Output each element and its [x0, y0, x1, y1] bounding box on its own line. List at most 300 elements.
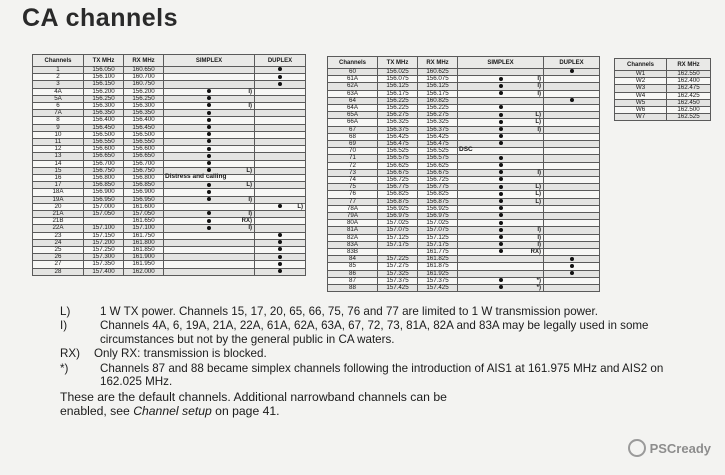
- selected-dot-icon: [207, 139, 211, 143]
- simplex-note: L): [535, 119, 541, 126]
- channel-cell: 86: [328, 270, 378, 277]
- note-key: RX): [60, 347, 80, 361]
- watermark-logo-icon: [628, 439, 646, 457]
- tx-cell: 156.950: [84, 196, 124, 203]
- table-row: [33, 81, 306, 88]
- rx-cell: 157.375: [418, 277, 458, 284]
- simplex-cell: [458, 105, 544, 112]
- note-l: [60, 305, 700, 318]
- selected-dot-icon: [278, 262, 282, 266]
- selected-dot-icon: [207, 161, 211, 165]
- note-key: I): [60, 319, 68, 333]
- rx-cell: 156.250: [124, 95, 164, 102]
- simplex-cell: [164, 232, 255, 239]
- duplex-cell: [544, 277, 600, 284]
- channel-cell: 68: [328, 133, 378, 140]
- channel-cell: 83A: [328, 241, 378, 248]
- duplex-cell: [255, 218, 306, 225]
- channel-table-middle: [327, 56, 600, 292]
- rx-cell: 161.850: [124, 247, 164, 254]
- simplex-label: Distress and calling: [165, 173, 227, 181]
- simplex-note: I): [537, 76, 541, 83]
- simplex-note: L): [246, 167, 252, 174]
- notes-section: [60, 305, 700, 418]
- duplex-cell: [255, 117, 306, 124]
- channel-cell: W6: [615, 107, 667, 114]
- channel-cell: 8: [33, 117, 84, 124]
- simplex-cell: [164, 110, 255, 117]
- channel-cell: W4: [615, 92, 667, 99]
- selected-dot-icon: [278, 67, 282, 71]
- table-row: [328, 90, 600, 97]
- simplex-note: RX): [241, 218, 252, 225]
- table-row: [33, 196, 306, 203]
- rx-cell: 160.650: [124, 67, 164, 74]
- simplex-cell: [164, 81, 255, 88]
- table-row: [33, 103, 306, 110]
- channel-cell: 81A: [328, 227, 378, 234]
- simplex-note: I): [537, 241, 541, 248]
- simplex-cell: [458, 285, 544, 292]
- duplex-cell: [544, 177, 600, 184]
- simplex-cell: [164, 196, 255, 203]
- rx-cell: 157.100: [124, 225, 164, 232]
- rx-cell: 162.450: [667, 99, 711, 106]
- rx-cell: 161.650: [124, 218, 164, 225]
- footer-pre: enabled, see: [60, 404, 134, 419]
- channel-cell: 71: [328, 155, 378, 162]
- rx-cell: 157.425: [418, 285, 458, 292]
- selected-dot-icon: [499, 91, 503, 95]
- duplex-cell: [255, 74, 306, 81]
- table-row: [328, 169, 600, 176]
- rx-cell: 161.875: [418, 263, 458, 270]
- selected-dot-icon: [207, 103, 211, 107]
- table-row: [33, 247, 306, 254]
- rx-cell: 160.625: [418, 69, 458, 76]
- tx-cell: 156.900: [84, 189, 124, 196]
- rx-cell: 157.075: [418, 227, 458, 234]
- tx-cell: 156.825: [378, 191, 418, 198]
- rx-cell: 156.325: [418, 119, 458, 126]
- channel-cell: 15: [33, 167, 84, 174]
- rx-cell: 161.600: [124, 203, 164, 210]
- selected-dot-icon: [278, 82, 282, 86]
- selected-dot-icon: [207, 168, 211, 172]
- tx-cell: 157.325: [378, 270, 418, 277]
- col-header-rx: RX MHz: [124, 55, 164, 67]
- duplex-cell: [544, 270, 600, 277]
- duplex-cell: [255, 225, 306, 232]
- note-text: Channels 4A, 6, 19A, 21A, 22A, 61A, 62A, 63A, 67, 72, 73, 81A, 82A and 83A may be legally used in some circumstances but not by the general public in CA waters.: [100, 319, 649, 346]
- simplex-cell: [458, 191, 544, 198]
- table-row: [328, 205, 600, 212]
- channel-cell: 65A: [328, 112, 378, 119]
- simplex-cell: [164, 254, 255, 261]
- rx-cell: 156.525: [418, 148, 458, 155]
- tx-cell: 157.175: [378, 241, 418, 248]
- table-row: [328, 234, 600, 241]
- table-row: [328, 126, 600, 133]
- simplex-cell: [458, 263, 544, 270]
- col-header-tx: TX MHz: [84, 55, 124, 67]
- duplex-cell: [544, 105, 600, 112]
- note-key: L): [60, 305, 71, 318]
- duplex-cell: [544, 184, 600, 191]
- duplex-cell: [255, 247, 306, 254]
- channel-cell: 20: [33, 203, 84, 210]
- table-row: [328, 148, 600, 155]
- simplex-cell: [458, 270, 544, 277]
- rx-cell: 161.925: [418, 270, 458, 277]
- table-row: [33, 153, 306, 160]
- selected-dot-icon: [499, 156, 503, 160]
- selected-dot-icon: [499, 199, 503, 203]
- duplex-cell: [255, 211, 306, 218]
- duplex-cell: [255, 146, 306, 153]
- duplex-cell: [544, 112, 600, 119]
- selected-dot-icon: [207, 226, 211, 230]
- channel-cell: 16: [33, 175, 84, 182]
- channel-cell: 73: [328, 169, 378, 176]
- selected-dot-icon: [570, 264, 574, 268]
- note-text: Only RX: transmission is blocked.: [94, 347, 267, 361]
- simplex-cell: [458, 126, 544, 133]
- table-row: [33, 189, 306, 196]
- duplex-cell: [544, 191, 600, 198]
- simplex-label: DSC: [459, 146, 473, 154]
- selected-dot-icon: [207, 147, 211, 151]
- table-row: [33, 146, 306, 153]
- rx-cell: 157.050: [124, 211, 164, 218]
- channel-cell: 24: [33, 239, 84, 246]
- channel-table-left: [32, 54, 306, 276]
- rx-cell: 162.475: [667, 85, 711, 92]
- channel-cell: 84: [328, 256, 378, 263]
- tx-cell: 156.075: [378, 76, 418, 83]
- duplex-cell: [255, 254, 306, 261]
- col-header-rx: RX MHz: [667, 59, 711, 71]
- rx-cell: 156.800: [124, 175, 164, 182]
- tx-cell: 156.175: [378, 90, 418, 97]
- table-row: [33, 211, 306, 218]
- table-row: [328, 213, 600, 220]
- rx-cell: 156.350: [124, 110, 164, 117]
- simplex-cell: [164, 203, 255, 210]
- selected-dot-icon: [499, 249, 503, 253]
- table-row: [328, 177, 600, 184]
- table-row: [328, 133, 600, 140]
- rx-cell: 157.175: [418, 241, 458, 248]
- rx-cell: 157.125: [418, 234, 458, 241]
- col-header-tx: TX MHz: [378, 57, 418, 69]
- simplex-cell: [164, 160, 255, 167]
- footer-post: on page 41.: [211, 404, 280, 419]
- rx-cell: 161.900: [124, 254, 164, 261]
- rx-cell: 156.975: [418, 213, 458, 220]
- selected-dot-icon: [499, 185, 503, 189]
- tx-cell: 156.775: [378, 184, 418, 191]
- rx-cell: 160.700: [124, 74, 164, 81]
- selected-dot-icon: [499, 134, 503, 138]
- table-row: [33, 268, 306, 275]
- simplex-note: L): [246, 182, 252, 189]
- table-row: [33, 124, 306, 131]
- duplex-cell: [255, 232, 306, 239]
- tx-cell: 156.625: [378, 162, 418, 169]
- tx-cell: 156.675: [378, 169, 418, 176]
- table-row: [33, 239, 306, 246]
- channel-cell: 4A: [33, 88, 84, 95]
- channel-cell: 72: [328, 162, 378, 169]
- table-row: [33, 261, 306, 268]
- selected-dot-icon: [499, 221, 503, 225]
- tx-cell: 157.375: [378, 277, 418, 284]
- selected-dot-icon: [207, 89, 211, 93]
- selected-dot-icon: [278, 204, 282, 208]
- tx-cell: 156.150: [84, 81, 124, 88]
- simplex-cell: [164, 131, 255, 138]
- note-key: *): [60, 361, 69, 375]
- duplex-cell: [544, 263, 600, 270]
- table-row: [328, 227, 600, 234]
- duplex-cell: [255, 239, 306, 246]
- channel-cell: 80A: [328, 220, 378, 227]
- col-header-duplex: DUPLEX: [544, 57, 600, 69]
- channel-cell: 25: [33, 247, 84, 254]
- channel-cell: 9: [33, 124, 84, 131]
- rx-cell: 156.375: [418, 126, 458, 133]
- rx-cell: 156.300: [124, 103, 164, 110]
- tx-cell: 157.075: [378, 227, 418, 234]
- table-row: [328, 191, 600, 198]
- duplex-cell: [544, 162, 600, 169]
- channel-cell: 5A: [33, 95, 84, 102]
- selected-dot-icon: [499, 77, 503, 81]
- simplex-note: I): [537, 169, 541, 176]
- duplex-cell: [255, 167, 306, 174]
- duplex-cell: [544, 97, 600, 104]
- rx-cell: 156.700: [124, 160, 164, 167]
- selected-dot-icon: [207, 125, 211, 129]
- rx-cell: 156.125: [418, 83, 458, 90]
- rx-cell: 161.825: [418, 256, 458, 263]
- simplex-cell: [164, 139, 255, 146]
- channel-cell: 63A: [328, 90, 378, 97]
- duplex-cell: [544, 155, 600, 162]
- channel-cell: 60: [328, 69, 378, 76]
- table-row: [33, 95, 306, 102]
- channel-cell: 13: [33, 153, 84, 160]
- selected-dot-icon: [499, 163, 503, 167]
- rx-cell: 161.800: [124, 239, 164, 246]
- rx-cell: 156.500: [124, 131, 164, 138]
- selected-dot-icon: [499, 170, 503, 174]
- simplex-cell: [458, 169, 544, 176]
- tx-cell: 157.425: [378, 285, 418, 292]
- simplex-cell: [164, 103, 255, 110]
- selected-dot-icon: [207, 183, 211, 187]
- channel-cell: 75: [328, 184, 378, 191]
- simplex-note: I): [537, 126, 541, 133]
- duplex-cell: [255, 175, 306, 182]
- channel-cell: 12: [33, 146, 84, 153]
- rx-cell: 157.025: [418, 220, 458, 227]
- tx-cell: 156.500: [84, 131, 124, 138]
- rx-cell: 162.525: [667, 114, 711, 121]
- channel-cell: 61A: [328, 76, 378, 83]
- rx-cell: 156.850: [124, 182, 164, 189]
- selected-dot-icon: [499, 192, 503, 196]
- selected-dot-icon: [499, 127, 503, 131]
- duplex-cell: [255, 153, 306, 160]
- channel-cell: 28: [33, 268, 84, 275]
- rx-cell: 156.275: [418, 112, 458, 119]
- tx-cell: 157.125: [378, 234, 418, 241]
- simplex-cell: [458, 234, 544, 241]
- simplex-note: L): [535, 198, 541, 205]
- duplex-cell: [255, 189, 306, 196]
- table-row: [328, 256, 600, 263]
- tx-cell: 156.350: [84, 110, 124, 117]
- duplex-cell: [255, 110, 306, 117]
- simplex-note: *): [536, 285, 541, 292]
- selected-dot-icon: [499, 206, 503, 210]
- tx-cell: 156.225: [378, 105, 418, 112]
- simplex-cell: [458, 177, 544, 184]
- tx-cell: 156.025: [378, 69, 418, 76]
- channel-cell: 67: [328, 126, 378, 133]
- rx-cell: 162.425: [667, 92, 711, 99]
- simplex-cell: [164, 218, 255, 225]
- simplex-cell: [458, 184, 544, 191]
- tx-cell: 156.375: [378, 126, 418, 133]
- rx-cell: 156.900: [124, 189, 164, 196]
- simplex-cell: [458, 205, 544, 212]
- rx-cell: 156.750: [124, 167, 164, 174]
- tx-cell: 156.650: [84, 153, 124, 160]
- channel-cell: 3: [33, 81, 84, 88]
- channel-cell: 64: [328, 97, 378, 104]
- table-row: [328, 162, 600, 169]
- rx-cell: 161.775: [418, 249, 458, 256]
- tx-cell: 157.225: [378, 256, 418, 263]
- selected-dot-icon: [207, 219, 211, 223]
- note-rx: [60, 347, 700, 360]
- table-row: [33, 88, 306, 95]
- channel-cell: 85: [328, 263, 378, 270]
- channel-cell: 76: [328, 191, 378, 198]
- selected-dot-icon: [207, 154, 211, 158]
- duplex-cell: [255, 182, 306, 189]
- footer-text: [60, 390, 700, 418]
- duplex-cell: [544, 234, 600, 241]
- table-row: [328, 83, 600, 90]
- simplex-cell: [164, 124, 255, 131]
- table-row: [33, 74, 306, 81]
- selected-dot-icon: [499, 285, 503, 289]
- channel-cell: 1: [33, 67, 84, 74]
- simplex-cell: [164, 74, 255, 81]
- rx-cell: 162.500: [667, 107, 711, 114]
- channel-cell: 10: [33, 131, 84, 138]
- selected-dot-icon: [499, 120, 503, 124]
- rx-cell: 156.475: [418, 141, 458, 148]
- selected-dot-icon: [278, 233, 282, 237]
- table-row: [328, 69, 600, 76]
- rx-cell: 156.600: [124, 146, 164, 153]
- channel-cell: 78A: [328, 205, 378, 212]
- tx-cell: 156.200: [84, 88, 124, 95]
- note-text: 1 W TX power. Channels 15, 17, 20, 65, 66, 75, 76 and 77 are limited to 1 W transmission power.: [100, 305, 598, 318]
- simplex-cell: [458, 83, 544, 90]
- rx-cell: 162.400: [667, 78, 711, 85]
- table-row: [328, 105, 600, 112]
- duplex-cell: [544, 133, 600, 140]
- duplex-cell: [255, 131, 306, 138]
- rx-cell: 156.925: [418, 205, 458, 212]
- selected-dot-icon: [499, 235, 503, 239]
- duplex-cell: [544, 119, 600, 126]
- channel-cell: 74: [328, 177, 378, 184]
- tx-cell: 156.450: [84, 124, 124, 131]
- tx-cell: 157.025: [378, 220, 418, 227]
- tx-cell: 156.975: [378, 213, 418, 220]
- selected-dot-icon: [499, 177, 503, 181]
- table-row: [328, 270, 600, 277]
- page-title: CA channels: [22, 4, 179, 32]
- duplex-cell: [544, 227, 600, 234]
- simplex-cell: [164, 117, 255, 124]
- duplex-cell: [544, 76, 600, 83]
- tx-cell: 156.275: [378, 112, 418, 119]
- tx-cell: 156.750: [84, 167, 124, 174]
- tx-cell: 156.725: [378, 177, 418, 184]
- selected-dot-icon: [207, 111, 211, 115]
- simplex-note: I): [537, 83, 541, 90]
- simplex-note: I): [537, 90, 541, 97]
- table-row: [328, 184, 600, 191]
- duplex-cell: [544, 198, 600, 205]
- simplex-note: I): [248, 88, 252, 95]
- simplex-note: I): [537, 234, 541, 241]
- simplex-note: L): [535, 184, 541, 191]
- col-header-duplex: DUPLEX: [255, 55, 306, 67]
- rx-cell: 156.950: [124, 196, 164, 203]
- watermark: [628, 439, 711, 457]
- selected-dot-icon: [278, 75, 282, 79]
- col-header-rx: RX MHz: [418, 57, 458, 69]
- rx-cell: 162.000: [124, 268, 164, 275]
- simplex-note: I): [248, 211, 252, 218]
- duplex-cell: [255, 67, 306, 74]
- simplex-cell: [458, 256, 544, 263]
- tx-cell: 156.425: [378, 133, 418, 140]
- rx-cell: 156.075: [418, 76, 458, 83]
- duplex-cell: [255, 139, 306, 146]
- rx-cell: 156.550: [124, 139, 164, 146]
- tx-cell: 156.225: [378, 97, 418, 104]
- duplex-cell: [544, 169, 600, 176]
- table-row: [33, 160, 306, 167]
- duplex-cell: [544, 241, 600, 248]
- tx-cell: 157.350: [84, 261, 124, 268]
- tx-cell: 156.475: [378, 141, 418, 148]
- tx-cell: 156.925: [378, 205, 418, 212]
- channel-cell: 18A: [33, 189, 84, 196]
- tx-cell: 156.300: [84, 103, 124, 110]
- tx-cell: 156.550: [84, 139, 124, 146]
